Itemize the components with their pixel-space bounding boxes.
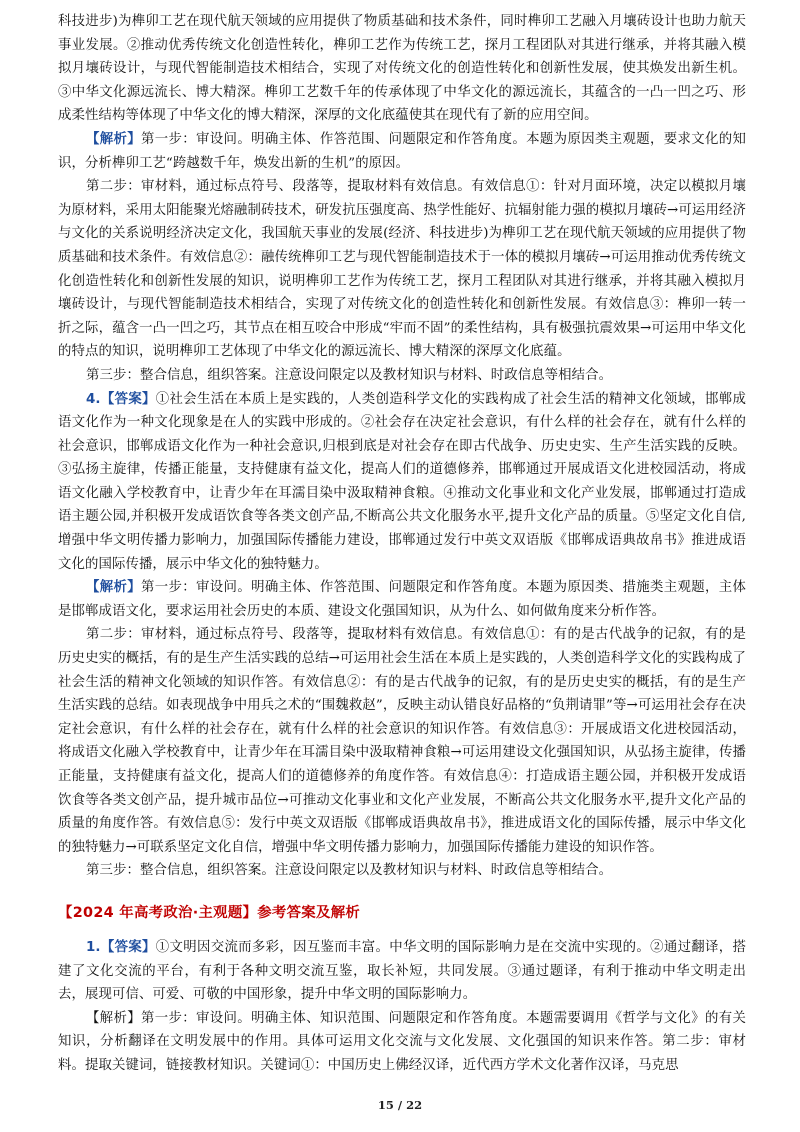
analysis-4-step3: 第三步：整合信息，组织答案。注意设问限定以及教材知识与材料、时政信息等相结合。 [86, 863, 613, 879]
analysis-3-step2: 第二步：审材料，通过标点符号、段落等，提取材料有效信息。有效信息①：针对月面环境，决定以模拟月壤为原材料，采用太阳能聚光熔融制砖技术，研发抗压强度高、热学性能好、抗辐射能力强的模拟月壤砖→可运用经济与文化的关系说明经济决定文化，我国航天事业的发展(经济、科技进步)为榫卯工艺在现代航天领域的应用提供了物质基础和技术条件。有效信息②：融传统榫卯工艺与现代智能制造技术于一体的模拟月壤砖→可运用推动优秀传统文化创造性转化和创新性发展的知识，说明榫卯工艺作为传统工艺，探月工程团队对其进行继承，并将其融入模拟月壤砖设计，与现代智能制造技术相结合，实现了对传统文化的创造性转化和创新性发展。有效信息③：榫卯一转一折之际，蕴含一凸一凹之巧，其节点在相互咬合中形成“牢而不固”的柔性结构，具有极强抗震效果→可运用中华文化的特点的知识，说明榫卯工艺体现了中华文化的源远流长、博大精深的深厚文化底蕴。 [58, 179, 746, 360]
analysis-3-step3: 第三步：整合信息，组织答案。注意设问限定以及教材知识与材料、时政信息等相结合。 [86, 367, 613, 383]
analysis-2024-1: 【解析】第一步：审设问。明确主体、知识范围、问题限定和作答角度。本题需要调用《哲学与文化》的有关知识，分析翻译在文明发展中的作用。具体可运用文化交流与文化发展、文化强国的知识来作答。第二步：审材料。提取关键词，链接教材知识。关键词①：中国历史上佛经汉译，近代西方学术文化著作汉译，马克思 [58, 1010, 746, 1073]
answer-text: ①社会生活在本质上是实践的，人类创造科学文化的实践构成了社会生活的精神文化领域，邯郸成语文化作为一种文化现象是在人的实践中形成的。②社会存在决定社会意识，有什么样的社会存在，就有什么样的社会意识，邯郸成语文化作为一种社会意识,归根到底是对社会存在即古代战争、历史史实、生产生活实践的反映。③弘扬主旋律，传播正能量，支持健康有益文化，提高人们的道德修养，邯郸通过开展成语文化进校园活动，将成语文化融入学校教育中，让青少年在耳濡目染中汲取精神食粮。④推动文化事业和文化产业发展，邯郸通过打造成语主题公园,并积极开发成语饮食等各类文创产品,不断高公共文化服务水平,提升文化产品的质量。⑤坚定文化自信,增强中华文明传播力影响力，加强国际传播能力建设，邯郸通过发行中英文双语版《邯郸成语典故帛书》推进成语文化的国际传播，展示中华文化的独特魅力。 [58, 391, 746, 572]
analysis-label: 【解析】 [86, 131, 142, 147]
analysis-text: 第一步：审设问。明确主体、作答范围、问题限定和作答角度。本题为原因类、措施类主观题，主体是邯郸成语文化，要求运用社会历史的本质、建设文化强国知识，从为什么、如何做角度来分析作答。 [58, 580, 746, 619]
analysis-label: 【解析】 [86, 580, 142, 596]
question-number: 1. [86, 939, 101, 955]
analysis-text: 第一步：审设问。明确主体、作答范围、问题限定和作答角度。本题为原因类主观题，要求文化的知识，分析榫卯工艺“跨越数千年，焕发出新的生机”的原因。 [58, 131, 746, 171]
section-heading: 【2024 年高考政治·主观题】参考答案及解析 [58, 904, 361, 921]
answer-2024-1 [58, 936, 746, 1007]
answer-4 [58, 388, 746, 577]
analysis-3-step1 [58, 128, 746, 175]
answer-label: 【答案】 [100, 391, 156, 407]
answer-3-continuation: 科技进步)为榫卯工艺在现代航天领域的应用提供了物质基础和技术条件，同时榫卯工艺融入月壤砖设计也助力航天事业发展。②推动优秀传统文化创造性转化，榫卯工艺作为传统工艺，探月工程团队对其进行继承，并将其融入模拟月壤砖设计，与现代智能制造技术相结合，实现了对传统文化的创造性转化和创新性发展，使其焕发出新生机。③中华文化源远流长、博大精深。榫卯工艺数千年的传承体现了中华文化的源远流长，其蕴含的一凸一凹之巧、形成柔性结构等体现了中华文化的博大精深，深厚的文化底蕴使其在现代有了新的应用空间。 [58, 14, 746, 124]
page-number: 15 / 22 [377, 1098, 423, 1112]
analysis-4-step1 [58, 576, 746, 623]
answer-label: 【答案】 [100, 939, 156, 955]
question-number: 4. [86, 391, 101, 407]
answer-text: ①文明因交流而多彩，因互鉴而丰富。中华文明的国际影响力是在交流中实现的。②通过翻译，搭建了文化交流的平台，有利于各种文明交流互鉴，取长补短，共同发展。③通过题译，有利于推动中华文明走出去，展现可信、可爱、可敬的中国形象，提升中华文明的国际影响力。 [58, 939, 746, 1003]
analysis-4-step2: 第二步：审材料，通过标点符号、段落等，提取材料有效信息。有效信息①：有的是古代战争的记叙，有的是历史史实的概括，有的是生产生活实践的总结→可运用社会生活在本质上是实践的，人类创造科学文化的实践构成了社会生活的精神文化领域的知识作答。有效信息②：有的是古代战争的记叙，有的是历史史实的概括，有的是生产生活实践的总结。如表现战争中用兵之术的“围魏救赵”，反映主动认错良好品格的“负荆请罪”等→可运用社会存在决定社会意识，有什么样的社会存在，就有什么样的社会意识的知识作答。有效信息③：开展成语文化进校园活动，将成语文化融入学校教育中，让青少年在耳濡目染中汲取精神食粮→可运用建设文化强国知识，从弘扬主旋律，传播正能量，支持健康有益文化，提高人们的道德修养的角度作答。有效信息④：打造成语主题公园，并积极开发成语饮食等各类文创产品，提升城市品位→可推动文化事业和文化产业发展，不断高公共文化服务水平,提升文化产品的质量的角度作答。有效信息⑤：发行中英文双语版《邯郸成语典故帛书》，推进成语文化的国际传播，展示中华文化的独特魅力→可联系坚定文化自信，增强中华文明传播力影响力，加强国际传播能力建设的知识作答。 [58, 627, 746, 855]
